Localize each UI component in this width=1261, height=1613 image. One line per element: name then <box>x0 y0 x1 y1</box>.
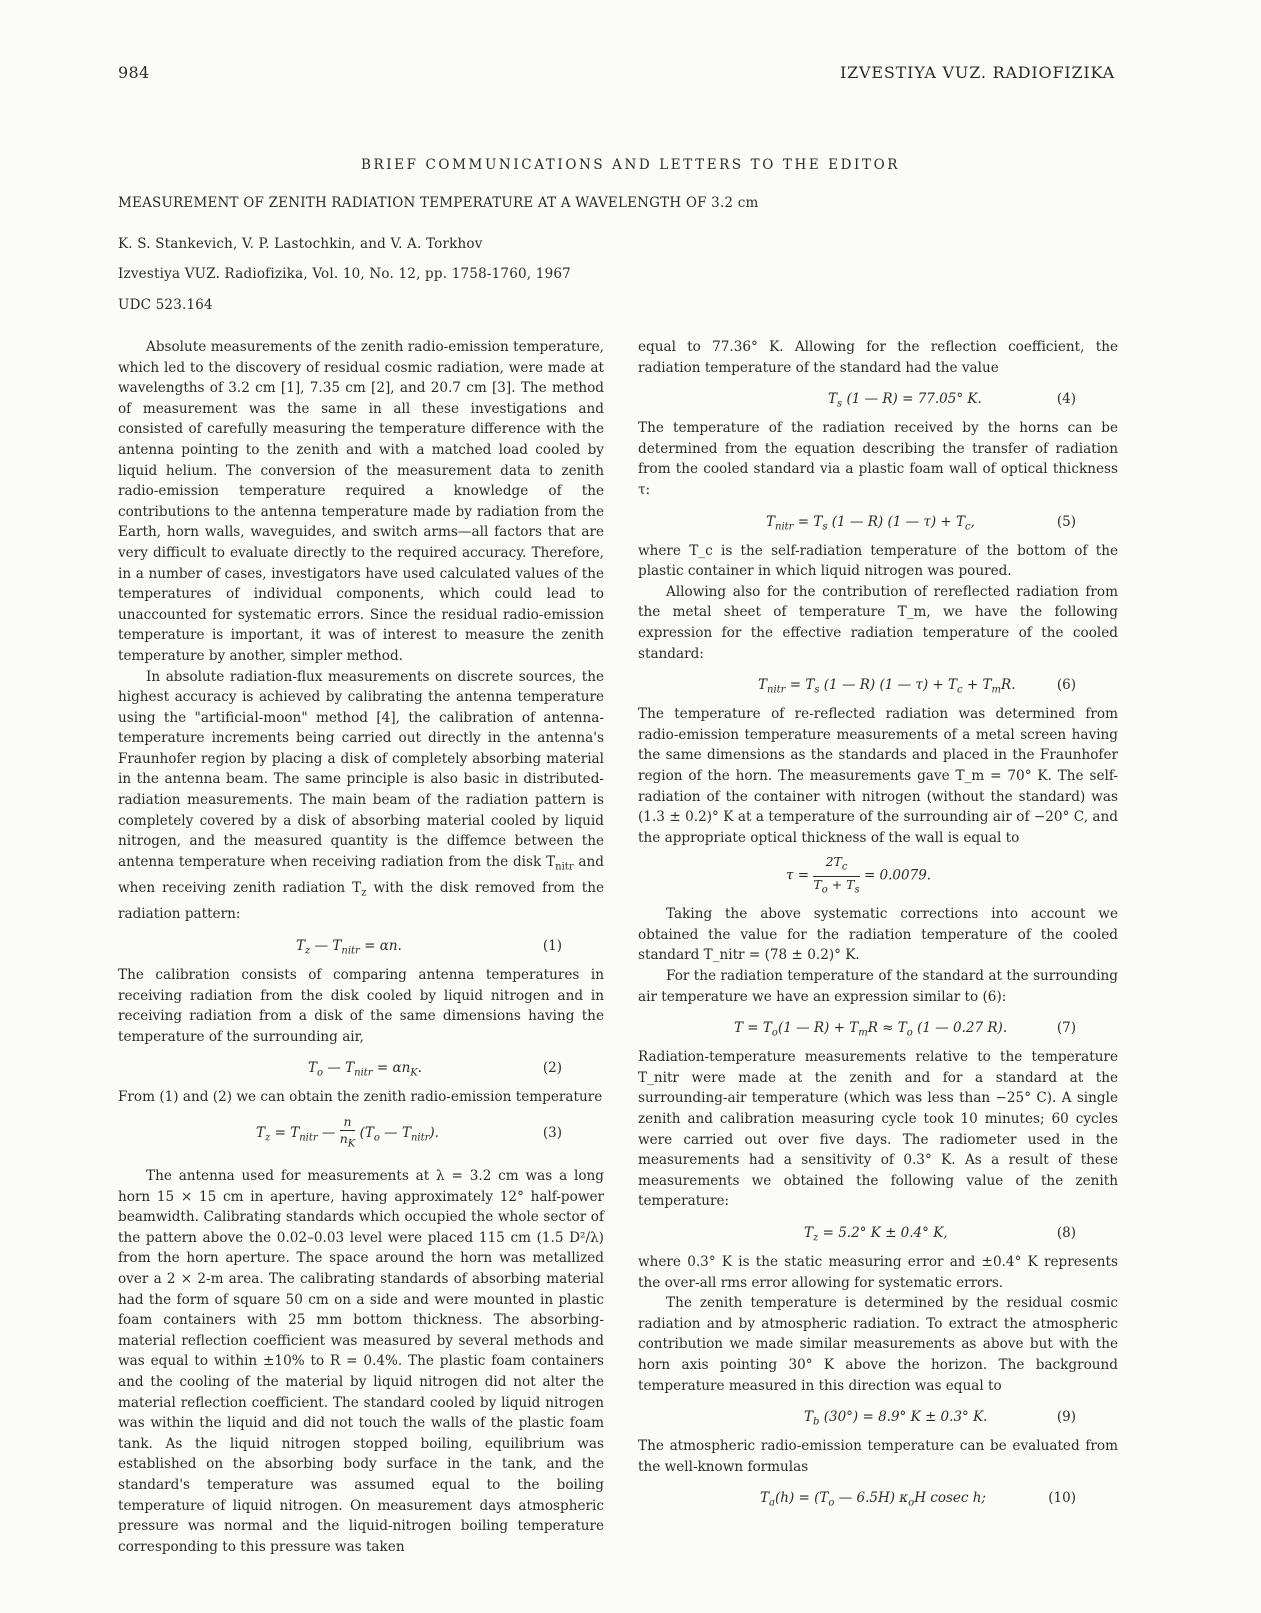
paragraph: The atmospheric radio-emission temperature can be evaluated from the well-known formulas <box>638 1438 1118 1475</box>
right-column <box>638 337 1118 1517</box>
paragraph: The antenna used for measurements at λ = 3.2 cm was a long horn 15 × 15 cm in aperture, having approximately 12° half-power beamwidth. Calibrating standards which occupied the whole sector of the pattern above the 0.02–0.03 level were placed 115 cm (1.5 D²/λ) from the horn aperture. The space around the horn was metallized over a 2 × 2-m area. The calibrating standards of absorbing material had the form of square 50 cm on a side and were mounted in plastic foam containers with 25 mm bottom thickness. The absorbing-material reflection coefficient was measured by several methods and was equal to within ±10% to R = 0.4%. The plastic foam containers and the cooling of the material by liquid nitrogen did not alter the material reflection coefficient. The standard cooled by liquid nitrogen was within the liquid and did not touch the walls of the plastic foam tank. As the liquid nitrogen stopped boiling, equilibrium was established on the absorbing body surface in the tank, and the standard's temperature was assumed equal to the boiling temperature of liquid nitrogen. On measurement days atmospheric pressure was normal and the liquid-nitrogen boiling temperature corresponding to this pressure was taken <box>118 1168 604 1555</box>
paragraph: For the radiation temperature of the standard at the surrounding air temperature we have an expression similar to (6): <box>638 968 1118 1005</box>
paragraph: Radiation-temperature measurements relative to the temperature T_nitr were made at the zenith and for a standard at the surrounding-air temperature (which was less than −25° C). A single zenith and calibration measuring cycle took 10 minutes; 60 cycles were carried out over five days. The radiometer used in the measurements had a sensitivity of 0.3° K. As a result of these measurements we obtained the following value of the zenith temperature: <box>638 1049 1118 1210</box>
equation-3: $T_z = T_{nitr}$ — $\frac{n}{n_K}$ ($T_o$ — $T_{nitr}$). (3) <box>256 1114 562 1150</box>
authors: K. S. Stankevich, V. P. Lastochkin, and V. A. Torkhov <box>118 236 483 252</box>
paragraph: The temperature of the radiation received by the horns can be determined from the equation describing the transfer of radiation from the cooled standard via a plastic foam wall of optical thickness τ: <box>638 420 1118 498</box>
paragraph: The zenith temperature is determined by the residual cosmic radiation and by atmospheric radiation. To extract the atmospheric contribution we made similar measurements as above but with the horn axis pointing 30° K above the horizon. The background temperature measured in this direction was equal to <box>638 1295 1118 1394</box>
paragraph: equal to 77.36° K. Allowing for the reflection coefficient, the radiation temperature of the standard had the value <box>638 339 1118 376</box>
equation-9: $T_b$ (30°) = 8.9° K ± 0.3° K. (9) <box>804 1409 1076 1428</box>
equation-2: $T_o$ — $T_{nitr} = \alpha n_K$. (2) <box>308 1060 562 1080</box>
paragraph: The calibration consists of comparing antenna temperatures in receiving radiation from the disk cooled by liquid nitrogen and in receiving radiation from a disk of the same dimensions having the temperature of the surrounding air, <box>118 967 604 1045</box>
paragraph: Allowing also for the contribution of rereflected radiation from the metal sheet of temperature T_m, we have the following expression for the effective radiation temperature of the cooled standard: <box>638 583 1118 662</box>
page-number: 984 <box>118 63 150 82</box>
journal-header: IZVESTIYA VUZ. RADIOFIZIKA <box>839 63 1115 82</box>
equation-6: $T_{nitr} = T_s$ (1 — R) (1 — $\tau) + T_c + T_mR$. (6) <box>758 677 1076 696</box>
section-title: BRIEF COMMUNICATIONS AND LETTERS TO THE EDITOR <box>360 157 901 173</box>
paragraph: In absolute radiation-flux measurements on discrete sources, the highest accuracy is achieved by calibrating the antenna temperature using the "artificial-moon" method [4], the calibration of antenna-temperature increments being carried out directly in the antenna's Fraunhofer region by placing a disk of completely absorbing material in the antenna beam. The same principle is also basic in distributed-radiation measurements. The main beam of the radiation pattern is completely covered by a disk of absorbing material cooled by liquid nitrogen, and the measured quantity is the diffemce between the antenna temperature when receiving radiation from the disk $T_{nitr}$ and when receiving zenith radiation $T_z$ with the disk removed from the radiation pattern: <box>118 668 605 923</box>
paragraph: From (1) and (2) we can obtain the zenith radio-emission temperature <box>118 1089 603 1106</box>
equation-tau: τ = $\frac{2T_c}{T_o + T_s}$ = 0.0079. <box>786 854 932 896</box>
citation: Izvestiya VUZ. Radiofizika, Vol. 10, No. 12, pp. 1758-1760, 1967 <box>118 266 571 282</box>
paragraph: Absolute measurements of the zenith radio-emission temperature, which led to the discovery of residual cosmic radiation, were made at wavelengths of 3.2 cm [1], 7.35 cm [2], and 20.7 cm [3]. The method of measurement was the same in all these investigations and consisted of carefully measuring the temperature difference with the antenna pointing to the zenith and with a matched load cooled by liquid helium. The conversion of the measurement data to zenith radio-emission temperature required a knowledge of the contributions to the antenna temperature made by radiation from the Earth, horn walls, waveguides, and switch arms—all factors that are very difficult to evaluate directly to the required accuracy. Therefore, in a number of cases, investigators have used calculated values of the temperatures of individual components, which could lead to unaccounted for systematic errors. Since the residual radio-emission temperature is important, it was of interest to measure the zenith temperature by another, simpler method. <box>118 339 604 664</box>
equation-8: $T_z = 5.2^\circ$ K ± 0.4° K, (8) <box>804 1225 1076 1244</box>
equation-5: $T_{nitr} = T_s$ (1 — R) (1 — $\tau) + T_c$, (5) <box>766 513 1076 533</box>
udc: UDC 523.164 <box>118 297 213 313</box>
left-column <box>118 337 604 1557</box>
article-title: MEASUREMENT OF ZENITH RADIATION TEMPERATURE AT A WAVELENGTH OF 3.2 cm <box>118 195 759 211</box>
equation-1: $T_z$ — $T_{nitr} = \alpha n$. (1) <box>296 938 562 957</box>
equation-4: $T_s$ (1 — R) = 77.05° K. (4) <box>828 391 1076 410</box>
paragraph: The temperature of re-reflected radiation was determined from radio-emission temperature measurements of a metal screen having the same dimensions as the standards and placed in the Fraunhofer region of the horn. The measurements gave T_m = 70° K. The self-radiation of the container with nitrogen (without the standard) was (1.3 ± 0.2)° K at a temperature of the surrounding air of −20° C, and the appropriate optical thickness of the wall is equal to <box>638 706 1118 846</box>
equation-10: $T_a(h) = (T_o$ — 6.5H) $\kappa_oH$ cosec h; (10) <box>760 1490 1076 1510</box>
paragraph: where T_c is the self-radiation temperature of the bottom of the plastic container in which liquid nitrogen was poured. <box>638 542 1118 580</box>
paragraph: Taking the above systematic corrections into account we obtained the value for the radiation temperature of the cooled standard T_nitr = (78 ± 0.2)° K. <box>638 906 1118 964</box>
paragraph: where 0.3° K is the static measuring error and ±0.4° K represents the over-all rms error allowing for systematic errors. <box>638 1254 1118 1291</box>
equation-7: $T = T_o(1$ — $R) + T_mR \approx T_o$ (1 — 0.27 R). (7) <box>734 1020 1076 1039</box>
